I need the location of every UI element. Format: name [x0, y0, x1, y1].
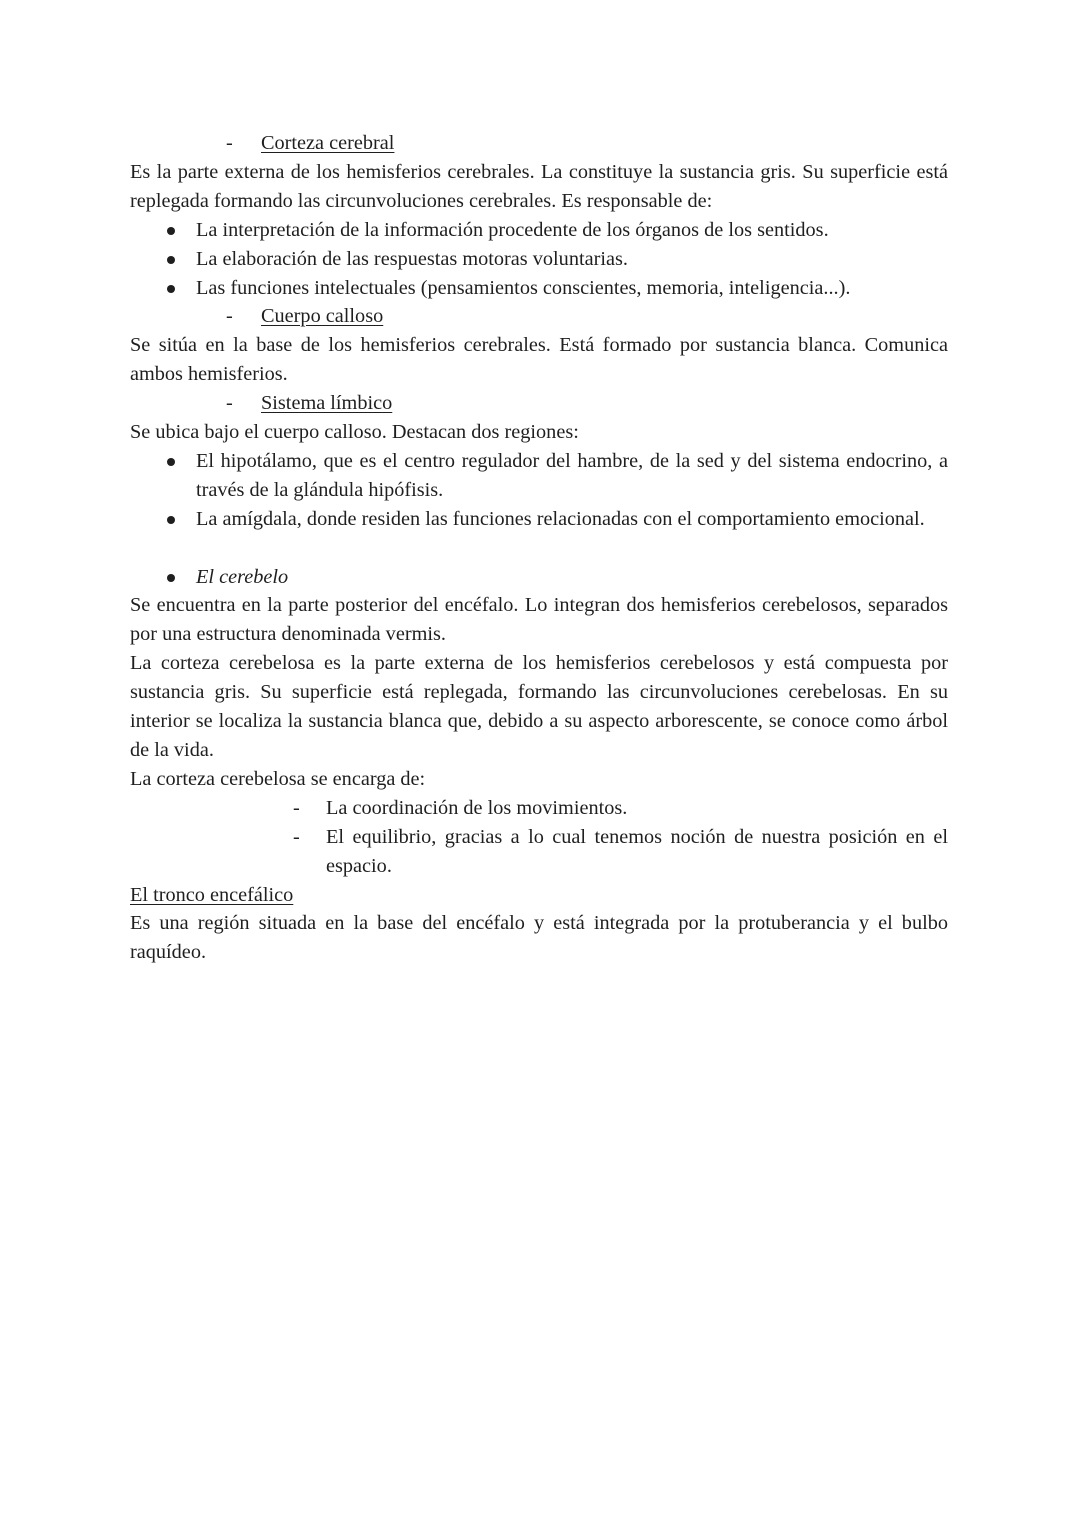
- list-item: [130, 274, 948, 303]
- bullet-list-corteza: [130, 216, 948, 303]
- blank-line: [130, 534, 948, 563]
- section-heading-tronco-encefalico: El tronco encefálico: [130, 883, 294, 906]
- list-item-text: La interpretación de la información procedente de los órganos de los sentidos.: [196, 218, 829, 241]
- section-heading-cuerpo-calloso: [130, 302, 948, 331]
- paragraph-corteza: Es la parte externa de los hemisferios cerebrales. La constituye la sustancia gris. Su superficie está replegada formando las circunvoluciones cerebrales. Es responsable de:: [130, 160, 948, 212]
- bullet-icon: [167, 574, 175, 582]
- list-item-text: El equilibrio, gracias a lo cual tenemos noción de nuestra posición en el espacio.: [326, 825, 948, 877]
- bullet-icon: [167, 516, 175, 524]
- section-heading-corteza-cerebral: [130, 129, 948, 158]
- list-item: [130, 505, 948, 534]
- paragraph-cerebelo-3: La corteza cerebelosa se encarga de:: [130, 767, 426, 790]
- heading-text: Sistema límbico: [261, 392, 393, 415]
- list-item-text: El hipotálamo, que es el centro regulador del hambre, de la sed y del sistema endocrino, a través de la glándula hipófisis.: [196, 449, 948, 501]
- section-heading-sistema-limbico: [130, 389, 948, 418]
- list-item: [130, 823, 948, 881]
- paragraph-cerebelo-1: Se encuentra en la parte posterior del encéfalo. Lo integran dos hemisferios cerebelosos, separados por una estructura denominada vermis.: [130, 594, 948, 646]
- paragraph-cerebelo-2: La corteza cerebelosa es la parte externa de los hemisferios cerebelosos y está compuesta por sustancia gris. Su superficie está replegada, formando las circunvoluciones cerebelosas. En su interior se localiza la sustancia blanca que, debido a su aspecto arborescente, se conoce como árbol de la vida.: [130, 652, 948, 762]
- dash-marker: -: [226, 392, 233, 415]
- list-item-text: Las funciones intelectuales (pensamientos conscientes, memoria, inteligencia...).: [196, 276, 851, 299]
- dash-marker: -: [293, 796, 300, 819]
- list-item: [130, 794, 948, 823]
- dash-marker: -: [226, 132, 233, 154]
- dash-marker: -: [226, 305, 233, 328]
- bullet-icon: [167, 285, 175, 293]
- section-heading-cerebelo: [130, 563, 948, 592]
- paragraph-limbico: Se ubica bajo el cuerpo calloso. Destacan dos regiones:: [130, 421, 579, 444]
- list-item-text: La amígdala, donde residen las funciones relacionadas con el comportamiento emocional.: [196, 507, 925, 530]
- list-item-text: La elaboración de las respuestas motoras voluntarias.: [196, 247, 628, 270]
- heading-text: El cerebelo: [196, 565, 289, 588]
- heading-text: Corteza cerebral: [261, 132, 395, 154]
- dash-list-cerebelo: [130, 794, 948, 881]
- list-item: [130, 447, 948, 505]
- bullet-icon: [167, 256, 175, 264]
- document-page: [130, 129, 948, 967]
- list-item: [130, 216, 948, 245]
- list-item: [130, 245, 948, 274]
- bullet-icon: [167, 227, 175, 235]
- paragraph-tronco: Es una región situada en la base del encéfalo y está integrada por la protuberancia y el bulbo raquídeo.: [130, 912, 948, 964]
- paragraph-calloso: Se sitúa en la base de los hemisferios cerebrales. Está formado por sustancia blanca. Comunica ambos hemisferios.: [130, 334, 948, 386]
- bullet-icon: [167, 458, 175, 466]
- heading-text: Cuerpo calloso: [261, 305, 384, 328]
- list-item-text: La coordinación de los movimientos.: [326, 796, 628, 819]
- bullet-list-limbico: [130, 447, 948, 534]
- dash-marker: -: [293, 825, 300, 848]
